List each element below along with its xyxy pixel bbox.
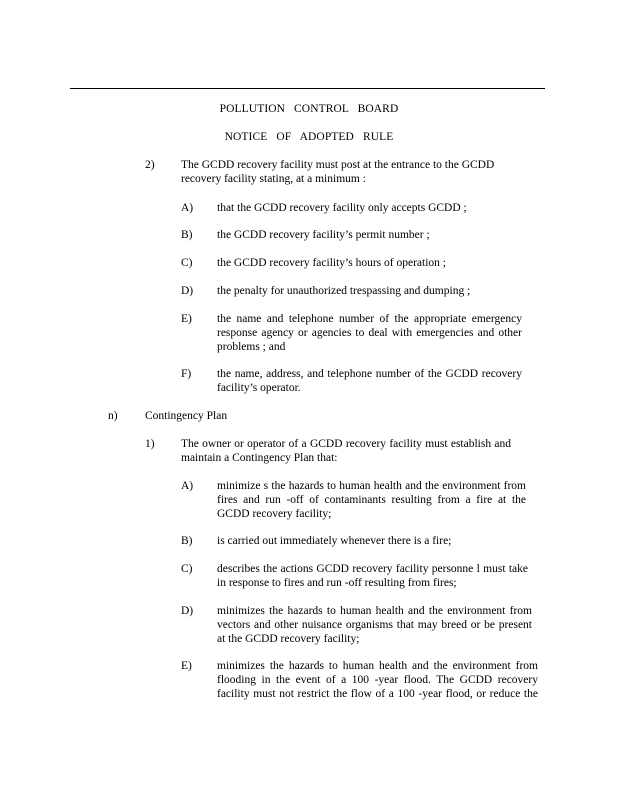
item-1-E-label: E)	[181, 660, 192, 672]
text-line: minimizes the hazards to human health and the environment from	[217, 605, 532, 617]
item-2-D-label: D)	[181, 285, 194, 297]
text-line: in response to fires and run -off resulting from fires;	[217, 577, 457, 589]
text-line: the name, address, and telephone number of the GCDD recovery	[217, 368, 522, 380]
text-line: that the GCDD recovery facility only accepts GCDD ;	[217, 202, 467, 214]
header-title: POLLUTION CONTROL BOARD	[219, 103, 399, 115]
item-1-B-label: B)	[181, 535, 193, 547]
text-line: facility’s operator.	[217, 382, 301, 394]
item-2-E-text	[217, 312, 522, 354]
text-line: problems ; and	[217, 341, 286, 353]
text-line: GCDD recovery facility;	[217, 508, 332, 520]
section-n-label: n)	[108, 410, 118, 422]
item-2-C-text	[217, 256, 446, 270]
text-line: at the GCDD recovery facility;	[217, 633, 360, 645]
text-line: vectors and other nuisance organisms that may breed or be present	[217, 619, 532, 631]
item-2-F-text	[217, 367, 522, 395]
item-1-D-label: D)	[181, 605, 194, 617]
text-line: flooding in the event of a 100 -year flood. The GCDD recovery	[217, 674, 538, 686]
item-2-D-text	[217, 284, 470, 298]
text-line: The owner or operator of a GCDD recovery facility must establish and	[181, 438, 511, 450]
header-rule	[70, 88, 545, 89]
text-line: describes the actions GCDD recovery facility personne l must take	[217, 563, 528, 575]
text-line: facility must not restrict the flow of a 100 -year flood, or reduce the	[217, 688, 538, 700]
text-line: minimize s the hazards to human health and the environment from	[217, 480, 526, 492]
text-line: the name and telephone number of the appropriate emergency	[217, 313, 522, 325]
text-line: the penalty for unauthorized trespassing and dumping ;	[217, 285, 471, 297]
item-2-A-label: A)	[181, 202, 194, 214]
text-line: is carried out immediately whenever there is a fire;	[217, 535, 452, 547]
section-n-title: Contingency Plan	[145, 410, 228, 422]
item-2-A-text	[217, 201, 467, 215]
item-2-text	[181, 158, 494, 186]
text-line: response agency or agencies to deal with emergencies and other	[217, 327, 522, 339]
item-1-E-text	[217, 659, 538, 701]
item-2-B-label: B)	[181, 229, 193, 241]
text-line: fires and run -off of contaminants resulting from a fire at the	[217, 494, 526, 506]
item-2-B-text	[217, 228, 430, 242]
item-1-label: 1)	[145, 438, 155, 450]
item-1-C-label: C)	[181, 563, 193, 575]
item-2-E-label: E)	[181, 313, 192, 325]
text-line: the GCDD recovery facility’s hours of operation ;	[217, 257, 446, 269]
item-1-A-label: A)	[181, 480, 194, 492]
text-line: minimizes the hazards to human health and the environment from	[217, 660, 538, 672]
item-1-text	[181, 437, 511, 465]
item-1-D-text	[217, 604, 532, 646]
text-line: The GCDD recovery facility must post at the entrance to the GCDD	[181, 159, 495, 171]
item-2-C-label: C)	[181, 257, 193, 269]
text-line: recovery facility stating, at a minimum :	[181, 173, 366, 185]
item-2-F-label: F)	[181, 368, 192, 380]
item-2-label: 2)	[145, 159, 155, 171]
text-line: the GCDD recovery facility’s permit number ;	[217, 229, 430, 241]
item-1-A-text	[217, 479, 526, 521]
text-line: maintain a Contingency Plan that:	[181, 452, 338, 464]
item-1-B-text	[217, 534, 451, 548]
header-subtitle: NOTICE OF ADOPTED RULE	[224, 131, 394, 143]
item-1-C-text	[217, 562, 528, 590]
